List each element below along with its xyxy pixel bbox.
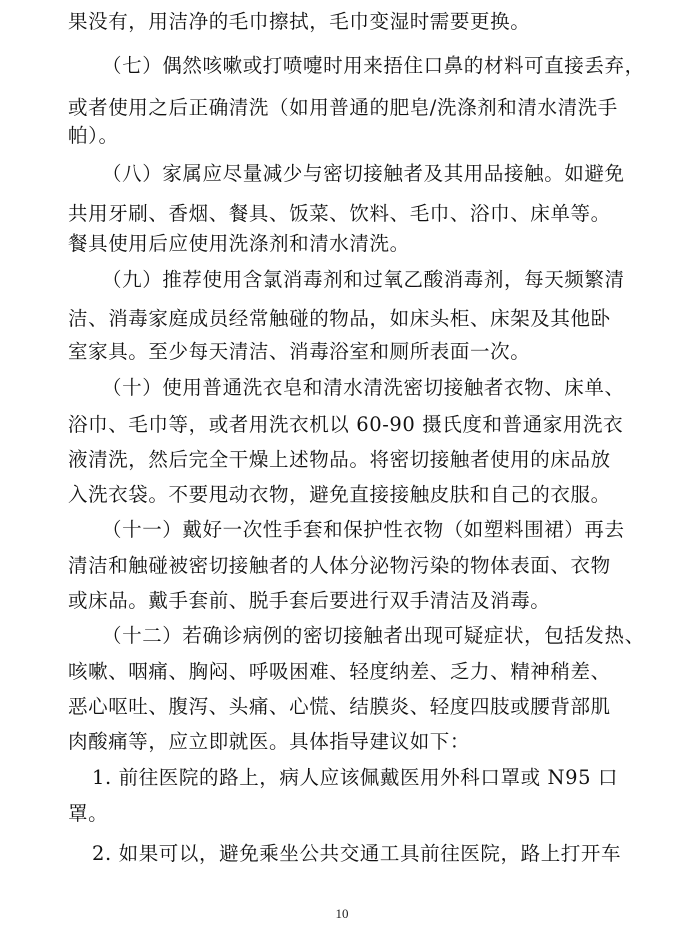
text-line: （十）使用普通洗衣皂和清水清洗密切接触者衣物、床单、 [102, 376, 625, 399]
text-line: （十一）戴好一次性手套和保护性衣物（如塑料围裙）再去 [102, 518, 625, 541]
text-line: 浴巾、毛巾等，或者用洗衣机以 60-90 摄氏度和普通家用洗衣 [68, 413, 624, 436]
text-line: 或床品。戴手套前、脱手套后要进行双手清洁及消毒。 [68, 589, 551, 612]
text-line: （七）偶然咳嗽或打喷嚏时用来捂住口鼻的材料可直接丢弃， [102, 54, 645, 77]
text-line: 肉酸痛等，应立即就医。具体指导建议如下： [68, 730, 471, 753]
text-line: 果没有，用洁净的毛巾擦拭，毛巾变湿时需要更换。 [68, 10, 531, 33]
text-line: 咳嗽、咽痛、胸闷、呼吸困难、轻度纳差、乏力、精神稍差、 [68, 660, 611, 683]
text-line: （十二）若确诊病例的密切接触者出现可疑症状，包括发热、 [102, 624, 645, 647]
text-line: （八）家属应尽量减少与密切接触者及其用品接触。如避免 [102, 162, 625, 185]
text-line: （九）推荐使用含氯消毒剂和过氧乙酸消毒剂，每天频繁清 [102, 268, 625, 291]
text-line: 罩。 [68, 802, 109, 825]
text-line: 洁、消毒家庭成员经常触碰的物品，如床头柜、床架及其他卧 [68, 307, 611, 330]
text-line: 2. 如果可以，避免乘坐公共交通工具前往医院，路上打开车 [92, 842, 622, 865]
text-line: 餐具使用后应使用洗涤剂和清水清洗。 [68, 232, 410, 255]
text-line: 恶心呕吐、腹泻、头痛、心慌、结膜炎、轻度四肢或腰背部肌 [68, 695, 611, 718]
text-line: 共用牙刷、香烟、餐具、饭菜、饮料、毛巾、浴巾、床单等。 [68, 202, 611, 225]
page-number: 10 [335, 906, 349, 921]
text-line: 清洁和触碰被密切接触者的人体分泌物污染的物体表面、衣物 [68, 554, 611, 577]
text-line: 1. 前往医院的路上，病人应该佩戴医用外科口罩或 N95 口 [92, 766, 619, 789]
text-line: 室家具。至少每天清洁、消毒浴室和厕所表面一次。 [68, 340, 531, 363]
text-line: 帕）。 [68, 124, 119, 147]
text-line: 或者使用之后正确清洗（如用普通的肥皂/洗涤剂和清水清洗手 [68, 96, 618, 119]
text-line: 入洗衣袋。不要甩动衣物，避免直接接触皮肤和自己的衣服。 [68, 483, 611, 506]
text-line: 液清洗，然后完全干燥上述物品。将密切接触者使用的床品放 [68, 448, 611, 471]
